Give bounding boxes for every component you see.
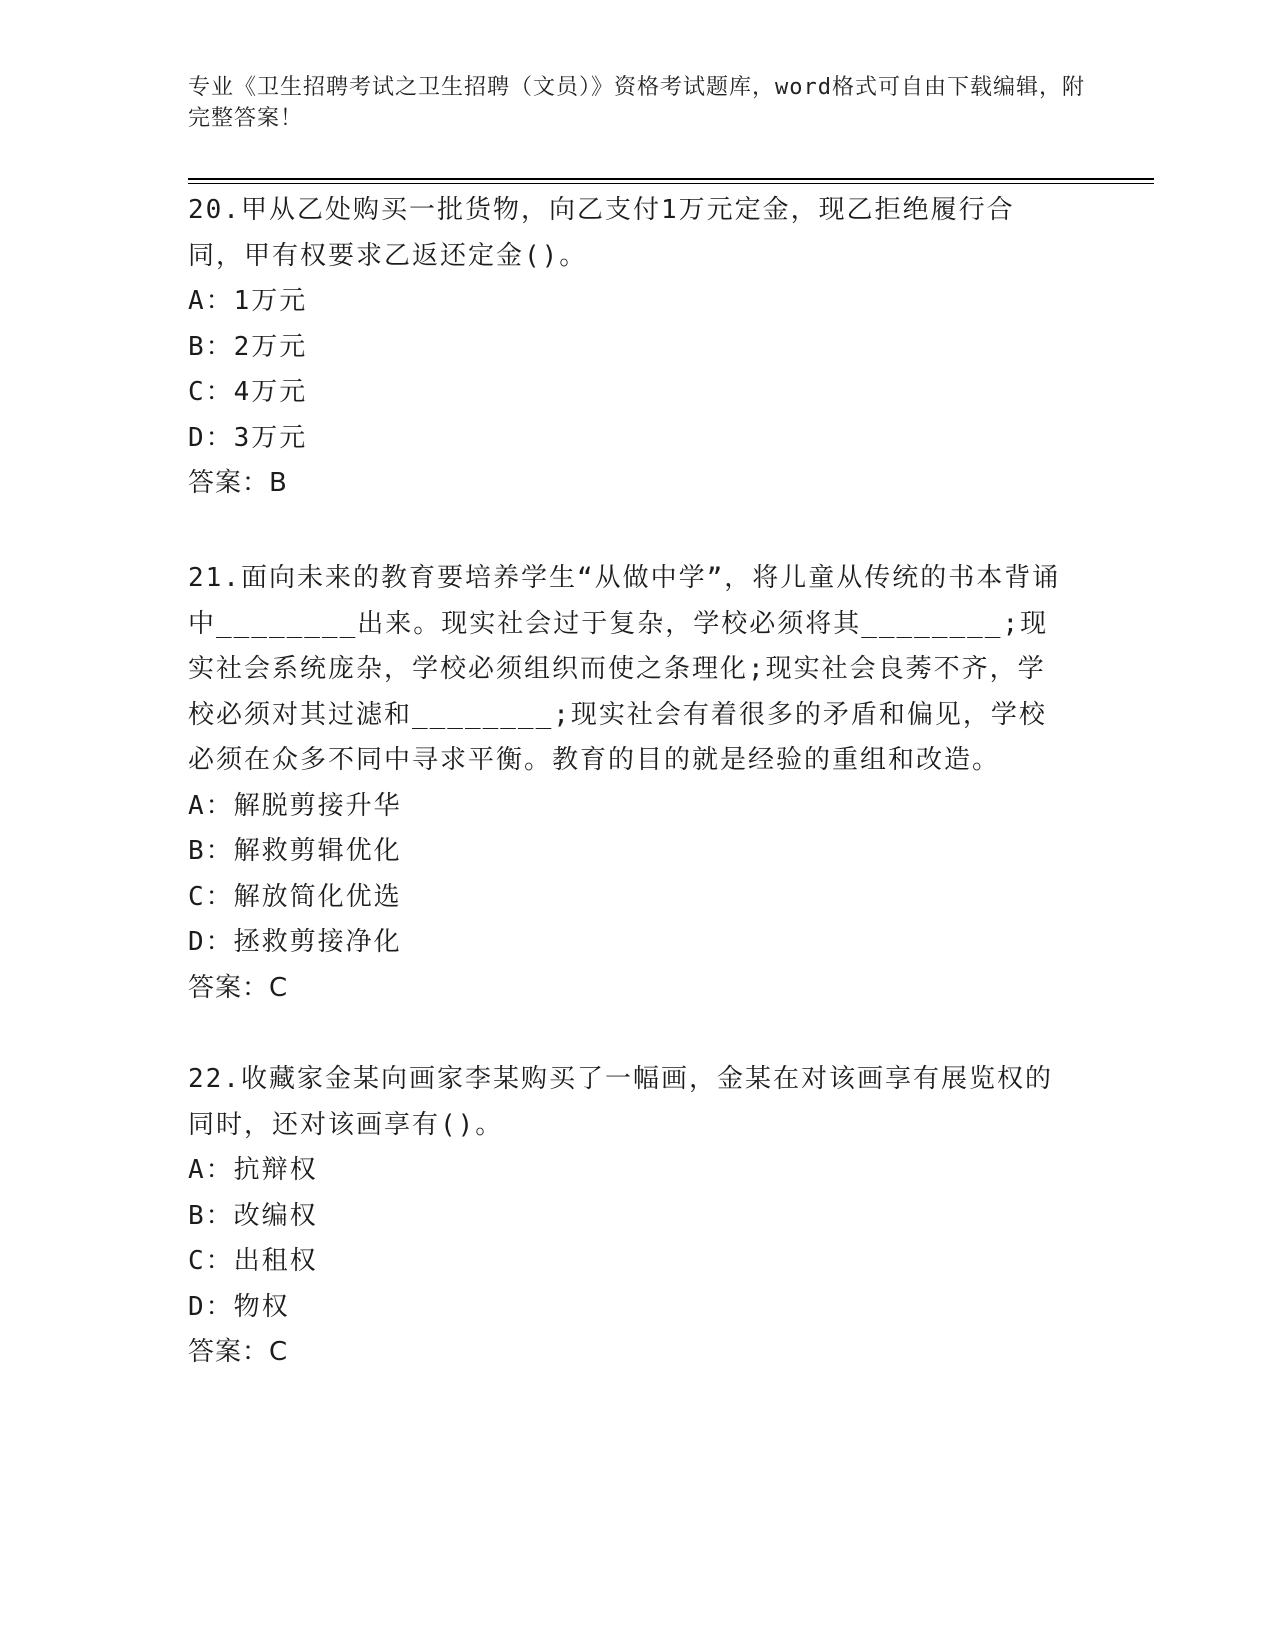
option-c: C：出租权 [188, 1246, 318, 1276]
option-a: A：抗辩权 [188, 1155, 318, 1185]
option-c: C：4万元 [188, 377, 308, 407]
option-a: A：1万元 [188, 286, 308, 316]
question-stem: 20.甲从乙处购买一批货物，向乙支付1万元定金，现乙拒绝履行合同，甲有权要求乙返还定金()。 [188, 195, 1015, 271]
question-21 [188, 556, 1068, 1011]
answer-line: 答案：C [188, 1337, 289, 1367]
question-stem: 21.面向未来的教育要培养学生“从做中学”，将儿童从传统的书本背诵中________出来。现实社会过于复杂，学校必须将其________;现实社会系统庞杂，学校必须组织而使之条理化;现实社会良莠不齐，学校必须对其过滤和________;现实社会有着很多的矛盾和偏见，学校必须在众多不同中寻求平衡。教育的目的就是经验的重组和改造。 [188, 563, 1061, 775]
option-d: D：物权 [188, 1291, 290, 1322]
option-a: A：解脱剪接升华 [188, 790, 402, 821]
option-c: C：解放简化优选 [188, 881, 402, 912]
option-b: B：解救剪辑优化 [188, 836, 402, 866]
document-header [188, 72, 1088, 134]
answer-line: 答案：B [188, 468, 288, 498]
question-22 [188, 1057, 1068, 1376]
option-d: D：拯救剪接净化 [188, 927, 402, 957]
question-stem: 22.收藏家金某向画家李某购买了一幅画，金某在对该画享有展览权的同时，还对该画享有()。 [188, 1064, 1053, 1140]
header-description: 专业《卫生招聘考试之卫生招聘（文员）》资格考试题库，word格式可自由下载编辑，附完整答案！ [188, 75, 1085, 131]
answer-line: 答案：C [188, 972, 289, 1003]
option-b: B：改编权 [188, 1200, 318, 1231]
option-d: D：3万元 [188, 422, 308, 453]
option-b: B：2万元 [188, 331, 308, 362]
question-20 [188, 188, 1068, 507]
header-divider [188, 178, 1154, 184]
